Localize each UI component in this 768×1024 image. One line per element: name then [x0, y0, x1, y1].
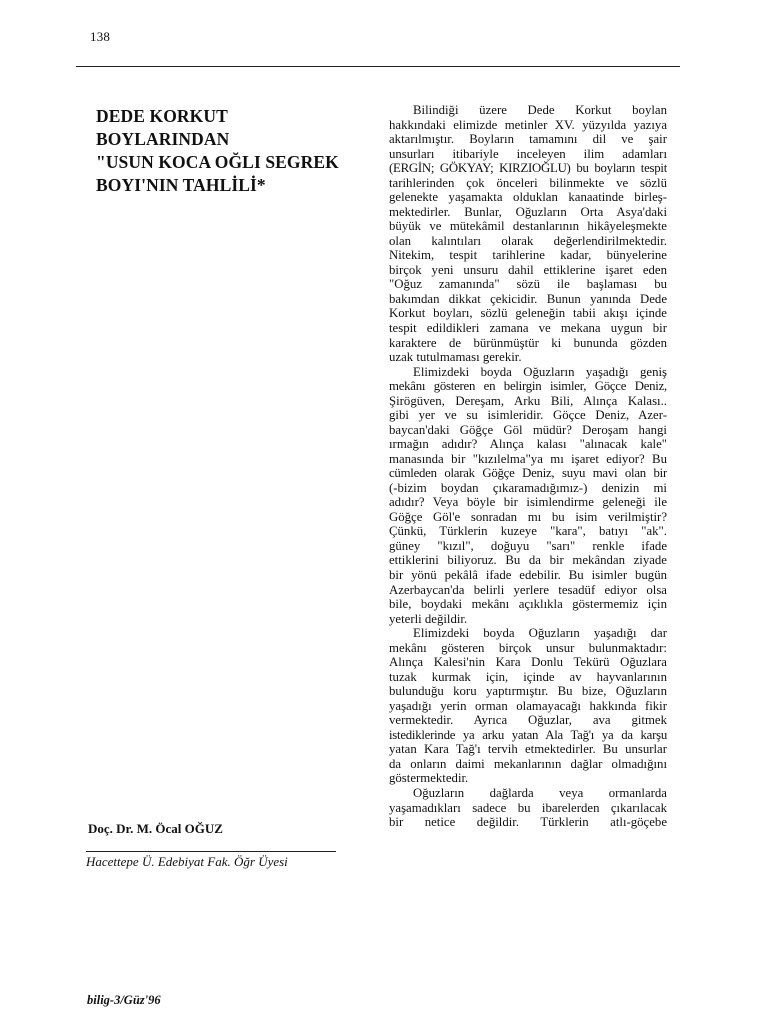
text-line: Göğçe Göl'e sonradan mı bu isim verilmiştir?	[389, 509, 667, 524]
text-line: tuzak kurmak için, içinde av hayvanlarının	[389, 669, 667, 684]
title-line: DEDE KORKUT	[96, 106, 228, 126]
title-block	[96, 105, 366, 197]
title-line: BOYI'NIN TAHLİLİ*	[96, 175, 266, 195]
text-line: Oğuzların dağlarda veya ormanlarda	[413, 785, 667, 800]
text-line: aktarılmıştır. Boyların tamamını dil ve şair	[389, 132, 667, 147]
text-line: bir yönü pekâlâ ifade edebilir. Bu isimler bugün	[389, 568, 667, 582]
journal-footer: bilig-3/Güz'96	[87, 993, 161, 1007]
title-line: "USUN KOCA OĞLI SEGREK	[96, 152, 339, 172]
text-line: istediklerinde ya arku yatan Ala Tağ'ı ya da karşu	[389, 727, 667, 742]
text-line: Elimizdeki boyda Oğuzların yaşadığı geniş	[413, 364, 667, 379]
text-line: ettiklerini biliyoruz. Bu da bir mekândan ziyade	[389, 553, 667, 568]
text-line: yeterli değildir.	[389, 611, 468, 626]
text-line: Nitekim, tespit tarihlerine kadar, bünyelerine	[389, 248, 667, 263]
text-line: gelenekte yaşamakta olduklan kanaatinde birleş-	[389, 190, 667, 205]
text-line: baycan'daki Göğçe Göl müdür? Deroşam hangi	[389, 422, 667, 437]
text-line: Çünkü, Türklerin kuzeye "kara", batıyı "ak".	[389, 524, 667, 539]
page-number: 138	[90, 29, 111, 44]
text-line: (-bizim boydan çıkaramadığımız-) denizin mi	[389, 480, 667, 495]
text-line: (ERGİN; GÖKYAY; KIRZIOĞLU) bu boyların tespit	[389, 161, 667, 176]
text-line: unsurları itibariyle inceleyen ilim adamları	[389, 146, 667, 161]
text-line: Korkut boyları, sözlü geleneğin tabii akışı içinde	[389, 306, 667, 321]
author-name: Doç. Dr. M. Öcal OĞUZ	[88, 821, 223, 836]
text-line: Azerbaycan'da belirli yerlere tesadüf ediyor olsa	[389, 582, 667, 597]
body-paragraph	[389, 786, 667, 830]
body-text-column	[389, 103, 667, 830]
text-line: tespit edildikleri zamana ve mekana uygun bir	[389, 320, 667, 335]
text-line: göstermektedir.	[389, 771, 469, 786]
title-line: BOYLARINDAN	[96, 129, 230, 149]
text-line: mekânı gösteren birçok unsur bulunmaktadır:	[389, 640, 667, 655]
text-line: bile, boydaki mekânı açıklıkla göstermemiz için	[389, 597, 667, 612]
text-line: birçok yeni unsuru dahil ettiklerine işaret eden	[389, 262, 667, 277]
text-line: mekânı gösteren en belirgin isimler, Göçce Deniz,	[389, 379, 667, 394]
text-line: manasında bir "kızılelma"ya mı işaret ediyor? Bu	[389, 451, 667, 466]
text-line: olan kalıntıları olarak değerlendirilmektedir.	[389, 233, 667, 248]
text-line: vermektedir. Ayrıca Oğuzlar, ava gitmek	[389, 713, 667, 728]
text-line: gibi yer ve su isimleridir. Göçce Deniz, Azer-	[389, 408, 667, 423]
text-line: cümleden olarak Göğçe Deniz, suyu mavi olan bir	[389, 466, 667, 481]
text-line: da onların daimi mekanlarının dağlar olmadığını	[389, 756, 667, 771]
text-line: hakkındaki elimizde metinler XV. yüzyılda yazıya	[389, 117, 667, 132]
text-line: yatan Kara Tağ'ı tervih etmektedirler. Bu unsurlar	[389, 742, 667, 757]
text-line: Şirögüven, Dereşam, Arku Bili, Alınça Kalası..	[389, 393, 667, 408]
text-line: mektedirler. Bunlar, Oğuzların Orta Asya'daki	[389, 204, 667, 219]
body-paragraph	[389, 103, 667, 365]
text-line: yaşamadıkları sadece bu ibarelerden çıkarılacak	[389, 800, 667, 815]
text-line: Elimizdeki boyda Oğuzların yaşadığı dar	[413, 626, 667, 641]
text-line: yaşadığı yerin orman olamayacağı hakkında fikir	[389, 698, 667, 713]
author-affiliation: Hacettepe Ü. Edebiyat Fak. Öğr Üyesi	[86, 854, 288, 869]
text-line: tarihlerinden çok önceleri bilinmekte ve sözlü	[389, 175, 667, 190]
body-paragraph	[389, 365, 667, 627]
text-line: "Oğuz zamanında" sözü ile başlaması bu	[389, 277, 667, 292]
text-line: güney "kızıl", doğuyu "sarı" renkle ifade	[389, 538, 667, 553]
text-line: karaktere de bürünmüştür ki bununda gözden	[389, 335, 667, 350]
text-line: Alınça Kalesi'nin Kara Donlu Tekürü Oğuzlara	[389, 655, 667, 670]
article-title	[96, 105, 366, 197]
text-line: bulunduğu koru yaptırmıştır. Bu bize, Oğuzların	[389, 684, 667, 699]
text-line: uzak tutulmaması gerekir.	[389, 350, 522, 365]
text-line: adıdır? Veya böyle bir isimlendirme geleneği ile	[389, 495, 667, 510]
text-line: Bilindiği üzere Dede Korkut boylan	[413, 103, 667, 117]
body-paragraph	[389, 626, 667, 786]
header-rule	[76, 66, 680, 67]
text-line: ırmağın adıdır? Alınça kalası "alınacak kale"	[389, 437, 667, 452]
text-line: bir netice değildir. Türklerin atlı-göçebe	[389, 815, 667, 830]
text-line: büyük ve mütekâmil destanlarının hikâyeleşmekte	[389, 219, 667, 234]
text-line: bakımdan dikkat çekicidir. Bunun yanında Dede	[389, 291, 667, 306]
affiliation-rule	[86, 851, 336, 852]
